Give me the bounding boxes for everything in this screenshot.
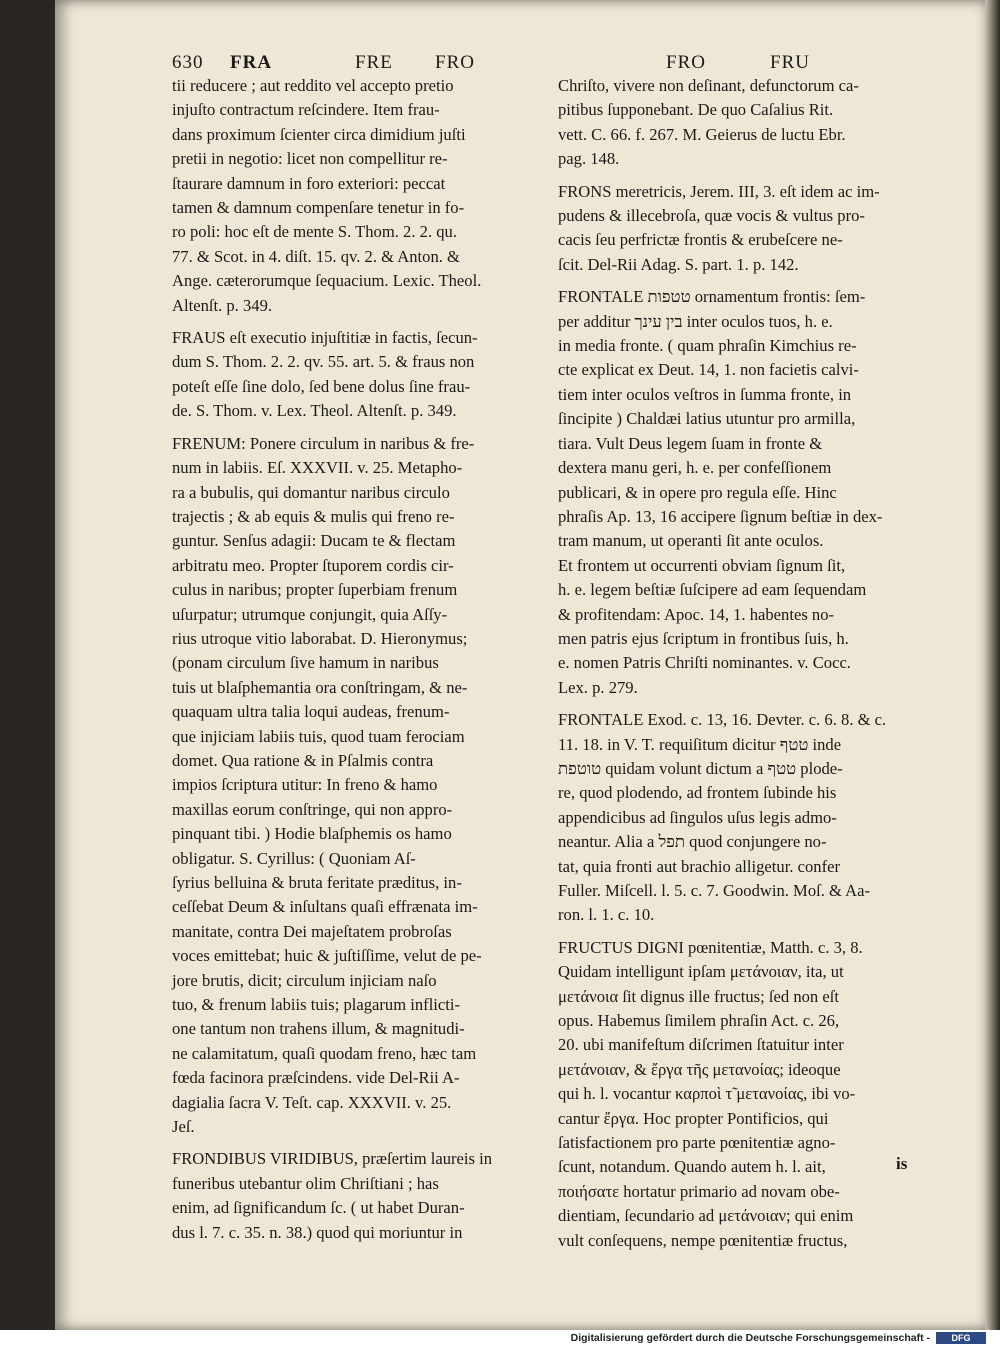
- text-line: tiem inter oculos veſtros in ſumma fronte, in: [558, 384, 852, 404]
- text-line: maxillas eorum conſtringe, qui non appro-: [172, 799, 453, 819]
- text-line: Quidam intelligunt ipſam μετάνοιαν, ita, ut: [558, 962, 844, 982]
- text-line: jore brutis, dicit; circulum injiciam naſo: [172, 970, 437, 990]
- text-line: opus. Habemus ſimilem phraſin Act. c. 26,: [558, 1011, 840, 1031]
- text-line: e. nomen Patris Chriſti nominantes. v. Cocc.: [558, 653, 851, 673]
- paragraph-gap: [558, 700, 928, 708]
- text-line: Altenſt. p. 349.: [172, 295, 273, 315]
- text-line: obligatur. S. Cyrillus: ( Quoniam Aſ-: [172, 848, 416, 868]
- text-line: rius utroque vitio laborabat. D. Hieronymus;: [172, 628, 468, 648]
- text-line: guntur. Senſus adagii: Ducam te & flectam: [172, 531, 456, 551]
- text-line: cantur ἔργα. Hoc propter Pontificios, qui: [558, 1108, 829, 1128]
- text-line: tamen & damnum compenſare tenetur in fo-: [172, 198, 465, 218]
- page-edge: [985, 0, 1000, 1330]
- text-line: ſcit. Del-Rii Adag. S. part. 1. p. 142.: [558, 254, 799, 274]
- running-head-left-1: FRA: [230, 52, 273, 73]
- text-line: Jeſ.: [172, 1117, 195, 1137]
- text-line: FRENUM: Ponere circulum in naribus & fre-: [172, 433, 475, 453]
- text-line: re, quod plodendo, ad frontem ſubinde his: [558, 783, 837, 803]
- text-line: dus l. 7. c. 35. n. 38.) quod qui moriuntur in: [172, 1222, 463, 1242]
- text-line: dum S. Thom. 2. 2. qv. 55. art. 5. & fraus non: [172, 352, 475, 372]
- footer-text: Digitalisierung gefördert durch die Deutsche Forschungsgemeinschaft -: [570, 1332, 930, 1344]
- text-line: ſatisfactionem pro parte pœnitentiæ agno-: [558, 1133, 836, 1153]
- text-line: Lex. p. 279.: [558, 677, 638, 697]
- text-line: arbitratu meo. Propter ſtuporem cordis cir-: [172, 555, 454, 575]
- catchword: is: [896, 1154, 908, 1173]
- text-line: enim, ad ſignificandum ſc. ( ut habet Duran-: [172, 1198, 465, 1218]
- paragraph-gap: [172, 318, 542, 326]
- text-line: טוטפת quidam volunt dictum a טטף plode-: [558, 758, 843, 778]
- text-line: domet. Qua ratione & in Pſalmis contra: [172, 750, 434, 770]
- paragraph-gap: [558, 172, 928, 180]
- text-line: ſtaurare damnum in foro exteriori: peccat: [172, 173, 446, 193]
- text-line: in media fronte. ( quam phraſin Kimchius re-: [558, 336, 857, 356]
- text-line: FRONS meretricis, Jerem. III, 3. eſt idem ac im-: [558, 181, 880, 201]
- text-line: publicari, & in opere pro regula eſſe. Hinc: [558, 482, 837, 502]
- text-line: de. S. Thom. v. Lex. Theol. Altenſt. p. 349.: [172, 401, 457, 421]
- text-line: one tantum non trahens illum, & magnitudi-: [172, 1019, 465, 1039]
- text-line: ceſſebat Deum & inſultans quaſi effrænata im-: [172, 897, 478, 917]
- text-line: phraſis Ap. 13, 16 accipere ſignum beſtiæ in dex-: [558, 506, 883, 526]
- text-line: poteſt eſſe ſine dolo, ſed bene dolus ſine frau-: [172, 376, 471, 396]
- paragraph-gap: [558, 277, 928, 285]
- running-head-left-2: FRE: [355, 52, 393, 73]
- text-line: trajectis ; & ab equis & mulis qui freno re-: [172, 506, 455, 526]
- text-line: 11. 18. in V. T. requiſitum dicitur טטף inde: [558, 734, 842, 754]
- text-line: dagialia ſacra V. Teſt. cap. XXXVII. v. 25.: [172, 1092, 452, 1112]
- text-line: FRUCTUS DIGNI pœnitentiæ, Matth. c. 3, 8.: [558, 937, 863, 957]
- running-head-right-2: FRU: [770, 52, 810, 73]
- text-line: manitate, contra Dei majeſtatem probroſas: [172, 921, 452, 941]
- left-text-column: [172, 74, 542, 1245]
- paragraph-gap: [558, 928, 928, 936]
- text-line: ron. l. 1. c. 10.: [558, 905, 655, 925]
- text-line: funeribus utebantur olim Chriſtiani ; has: [172, 1173, 439, 1193]
- running-head-right-1: FRO: [666, 52, 706, 73]
- text-line: ra a bubulis, qui domantur naribus circulo: [172, 482, 450, 502]
- text-line: tuo, & frenum labiis tuis; plagarum inflicti-: [172, 995, 461, 1015]
- text-line: FRONTALE Exod. c. 13, 16. Devter. c. 6. 8. & c.: [558, 710, 887, 730]
- digitization-footer: [0, 1330, 1000, 1347]
- running-head-left-3: FRO: [435, 52, 475, 73]
- text-line: appendicibus ad ſingulos uſus legis admo-: [558, 807, 837, 827]
- text-line: tii reducere ; aut reddito vel accepto pretio: [172, 76, 454, 95]
- text-line: qui h. l. vocantur καρποὶ τ̃ μετανοίας, ibi vo-: [558, 1084, 856, 1104]
- text-line: cacis ſeu perfrictæ frontis & erubeſcere ne-: [558, 230, 843, 250]
- text-line: (ponam circulum ſive hamum in naribus: [172, 653, 439, 673]
- paragraph-gap: [172, 1139, 542, 1147]
- text-line: dientiam, ſecundario ad μετάνοιαν; qui enim: [558, 1206, 854, 1226]
- text-line: Chriſto, vivere non deſinant, defunctorum ca-: [558, 76, 859, 95]
- text-line: 20. ubi manifeſtum diſcrimen ſtatuitur inter: [558, 1035, 844, 1055]
- text-line: voces emittebat; huic & juſtiſſime, velut de pe-: [172, 946, 482, 966]
- text-line: ποιήσατε hortatur primario ad novam obe-: [558, 1181, 840, 1201]
- text-line: & profitendam: Apoc. 14, 1. habentes no-: [558, 604, 835, 624]
- text-line: ſcunt, notandum. Quando autem h. l. ait,: [558, 1157, 826, 1177]
- text-line: pitibus ſupponebant. De quo Caſalius Rit.: [558, 100, 834, 120]
- text-line: neantur. Alia a תפל quod conjungere no-: [558, 832, 827, 852]
- text-line: Et frontem ut occurrenti obviam ſignum ſit,: [558, 555, 846, 575]
- text-line: pag. 148.: [558, 149, 620, 169]
- text-line: FRONDIBUS VIRIDIBUS, præſertim laureis in: [172, 1149, 493, 1169]
- text-line: culus in naribus; propter ſuperbiam frenum: [172, 580, 458, 600]
- text-line: pretii in negotio: licet non compellitur re-: [172, 149, 448, 169]
- paragraph-gap: [172, 424, 542, 432]
- text-line: quaquam ultra talia loqui audeas, frenum-: [172, 702, 450, 722]
- text-line: vett. C. 66. f. 267. M. Geierus de luctu Ebr.: [558, 124, 846, 144]
- dfg-logo: DFG: [936, 1332, 986, 1344]
- page-number: 630: [172, 52, 204, 73]
- text-line: vult conſequens, nempe pœnitentiæ fructus,: [558, 1230, 848, 1250]
- text-line: FRONTALE טטפות ornamentum frontis: ſem-: [558, 287, 866, 307]
- text-line: cte explicat ex Deut. 14, 1. non facietis calvi-: [558, 360, 859, 380]
- text-line: tuis ut blaſphemantia ora conſtringam, & ne-: [172, 677, 468, 697]
- text-line: pudens & illecebroſa, quæ vocis & vultus pro-: [558, 206, 865, 226]
- text-line: ſyrius belluina & bruta feritate præditus, in-: [172, 873, 462, 892]
- text-line: dans proximum ſcienter circa dimidium juſti: [172, 124, 466, 144]
- text-line: que injiciam labiis tuis, quod tuam ferociam: [172, 726, 465, 746]
- text-line: Fuller. Miſcell. l. 5. c. 7. Goodwin. Moſ. & Aa-: [558, 881, 871, 900]
- text-line: tat, quia fronti aut brachio alligetur. confer: [558, 856, 840, 876]
- text-line: ſincipite ) Chaldæi latius utuntur pro armilla,: [558, 409, 856, 429]
- text-line: injuſto contractum reſcindere. Item frau-: [172, 100, 440, 120]
- text-line: FRAUS eſt executio injuſtitiæ in factis, ſecun-: [172, 328, 478, 348]
- text-line: per additur בין עינך inter oculos tuos, h. e.: [558, 311, 833, 331]
- text-line: 77. & Scot. in 4. diſt. 15. qv. 2. & Anton. &: [172, 246, 460, 266]
- text-line: ro poli: hoc eſt de mente S. Thom. 2. 2. qu.: [172, 222, 457, 242]
- text-line: tiara. Vult Deus legem ſuam in fronte &: [558, 433, 823, 453]
- text-line: tram manum, ut operanti ſit ante oculos.: [558, 531, 824, 551]
- text-line: men patris ejus ſcriptum in frontibus ſuis, h.: [558, 628, 849, 648]
- text-line: pinquant tibi. ) Hodie blaſphemis os hamo: [172, 824, 452, 844]
- text-line: num in labiis. Eſ. XXXVII. v. 25. Metapho-: [172, 458, 463, 478]
- text-line: Ange. cæterorumque ſequacium. Lexic. Theol.: [172, 271, 482, 291]
- text-line: μετάνοια ſit dignus ille fructus; ſed non eſt: [558, 986, 839, 1006]
- text-line: fœda facinora præſcindens. vide Del-Rii A-: [172, 1068, 460, 1088]
- right-text-column: [558, 74, 928, 1253]
- text-line: impios ſcriptura utitur: In freno & hamo: [172, 775, 438, 795]
- text-line: dextera manu geri, h. e. per confeſſionem: [558, 458, 832, 478]
- text-line: uſurpatur; utrumque conjungit, quia Aſſy-: [172, 604, 448, 624]
- text-line: h. e. legem beſtiæ ſuſcipere ad eam ſequendam: [558, 580, 867, 600]
- text-line: ne calamitatum, quaſi quodam freno, hæc tam: [172, 1043, 477, 1063]
- text-line: μετάνοιαν, & ἔργα τῆς μετανοίας; ideoque: [558, 1059, 841, 1079]
